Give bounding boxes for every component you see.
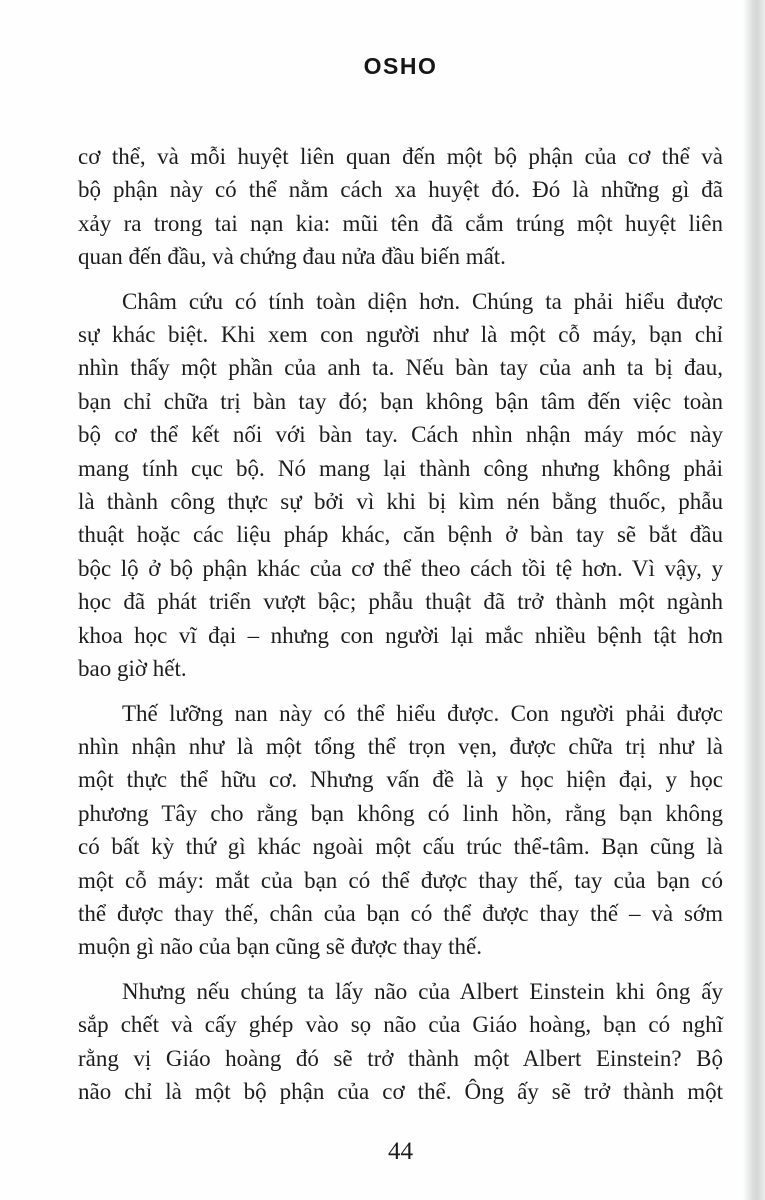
text-line: một thực thể hữu cơ. Nhưng vấn đề là y học hiện đại, y học — [78, 767, 723, 793]
text-line: thể được thay thế, chân của bạn có thể được thay thế – và sớm — [78, 900, 723, 926]
text-line: là thành công thực sự bởi vì khi bị kìm nén bằng thuốc, phẫu — [78, 489, 723, 515]
text-line: thuật hoặc các liệu pháp khác, căn bệnh ở bàn tay sẽ bắt đầu — [78, 522, 723, 548]
text-line: bộ phận này có thể nằm cách xa huyệt đó. Đó là những gì đã — [78, 177, 723, 203]
scan-edge-shadow — [743, 0, 765, 1200]
paragraph — [78, 975, 723, 1109]
text-line: quan đến đầu, và chứng đau nửa đầu biến mất. — [78, 244, 506, 270]
text-line: học đã phát triển vượt bậc; phẫu thuật đã trở thành một ngành — [78, 589, 723, 615]
page-header: OSHO — [363, 53, 438, 79]
text-line: một cỗ máy: mắt của bạn có thể được thay thế, tay của bạn có — [78, 867, 723, 893]
text-line: có bất kỳ thứ gì khác ngoài một cấu trúc thể-tâm. Bạn cũng là — [78, 834, 723, 860]
body-text — [78, 140, 723, 1108]
page-number: 44 — [388, 1138, 413, 1165]
text-line: não chỉ là một bộ phận của cơ thể. Ông ấy sẽ trở thành một — [78, 1078, 723, 1104]
text-line: bạn chỉ chữa trị bàn tay đó; bạn không bận tâm đến việc toàn — [78, 388, 723, 414]
paragraph — [78, 285, 723, 686]
text-line: Châm cứu có tính toàn diện hơn. Chúng ta phải hiểu được — [122, 288, 723, 314]
text-line: muộn gì não của bạn cũng sẽ được thay thế. — [78, 934, 483, 960]
text-line: nhìn nhận như là một tổng thể trọn vẹn, được chữa trị như là — [78, 733, 723, 759]
text-line: bộc lộ ở bộ phận khác của cơ thể theo cách tồi tệ hơn. Vì vậy, y — [78, 555, 723, 581]
text-line: mang tính cục bộ. Nó mang lại thành công nhưng không phải — [78, 455, 723, 481]
text-line: Thế lưỡng nan này có thể hiểu được. Con người phải được — [122, 700, 723, 726]
text-line: rằng vị Giáo hoàng đó sẽ trở thành một Albert Einstein? Bộ — [78, 1045, 723, 1071]
text-line: Nhưng nếu chúng ta lấy não của Albert Einstein khi ông ấy — [122, 978, 723, 1004]
text-line: phương Tây cho rằng bạn không có linh hồn, rằng bạn không — [78, 800, 723, 826]
text-line: khoa học vĩ đại – nhưng con người lại mắc nhiều bệnh tật hơn — [78, 622, 723, 648]
text-line: bao giờ hết. — [78, 656, 187, 682]
text-line: xảy ra trong tai nạn kia: mũi tên đã cắm trúng một huyệt liên — [78, 210, 723, 236]
text-line: nhìn thấy một phần của anh ta. Nếu bàn tay của anh ta bị đau, — [78, 355, 723, 381]
text-line: sắp chết và cấy ghép vào sọ não của Giáo hoàng, bạn có nghĩ — [78, 1012, 723, 1038]
paragraph — [78, 697, 723, 964]
text-line: sự khác biệt. Khi xem con người như là một cỗ máy, bạn chỉ — [78, 322, 723, 348]
text-line: cơ thể, và mỗi huyệt liên quan đến một bộ phận của cơ thể và — [78, 144, 723, 169]
paragraph — [78, 140, 723, 274]
text-line: bộ cơ thể kết nối với bàn tay. Cách nhìn nhận máy móc này — [78, 422, 723, 448]
